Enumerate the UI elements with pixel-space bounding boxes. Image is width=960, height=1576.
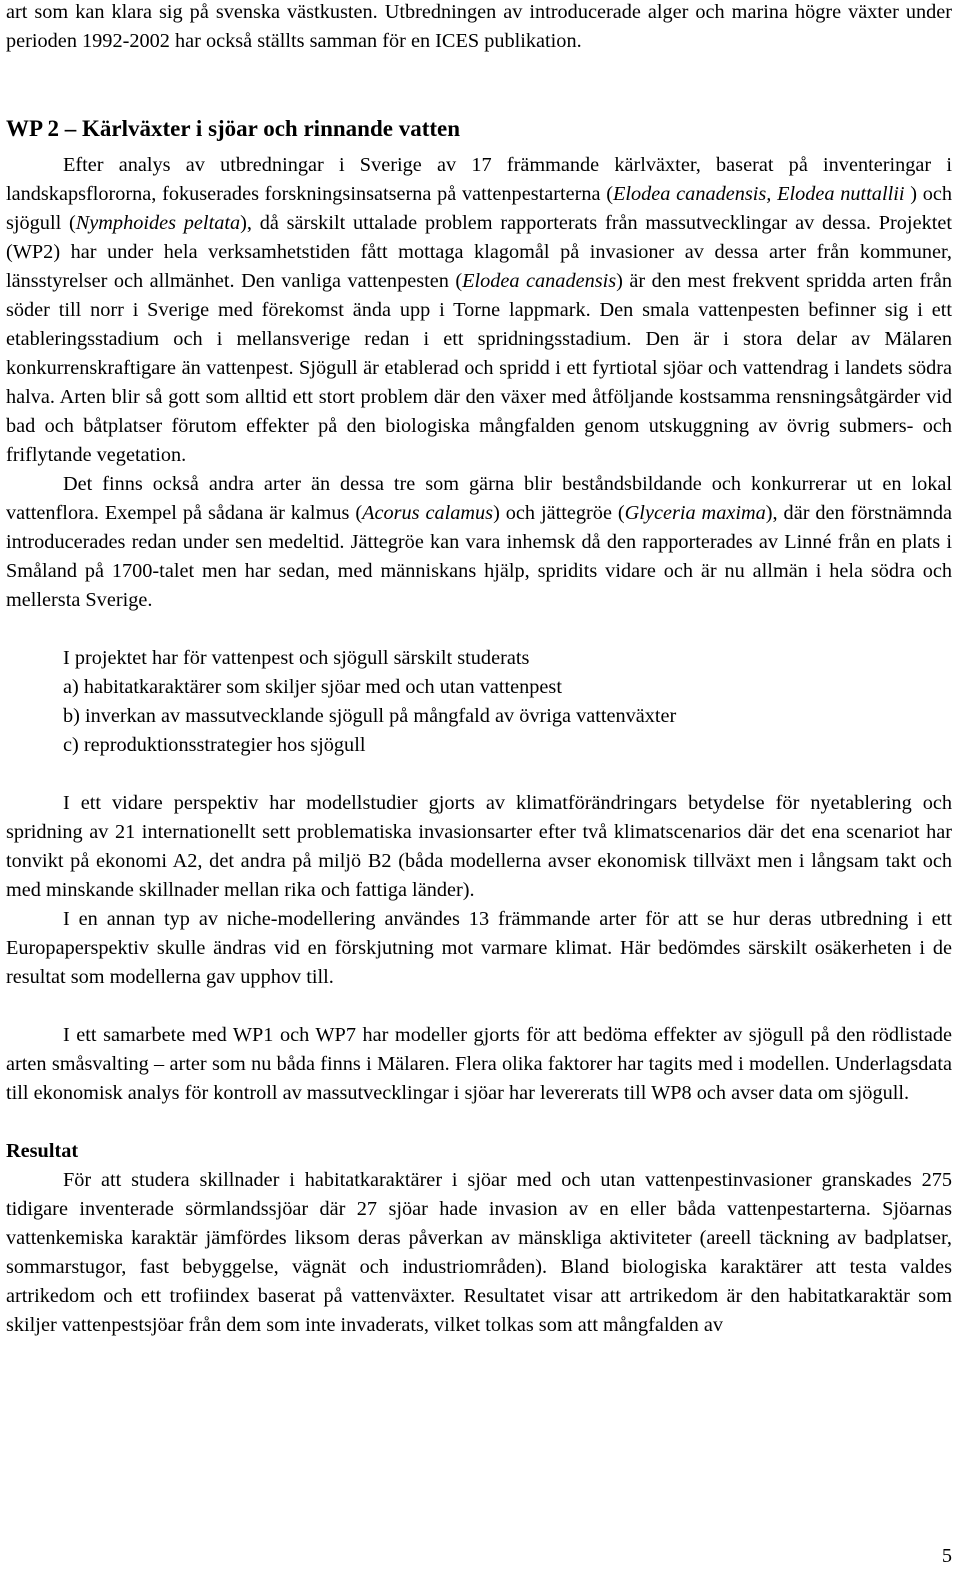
species-name: Elodea canadensis, Elodea nuttallii (613, 183, 905, 205)
paragraph-climate-models: I ett vidare perspektiv har modellstudier gjorts av klimatförändringars betydelse för nyetablering och spridning av 21 internationellt sett problematiska invasionsarter efter två klimatscenarios där det ena scenariot har tonvikt på ekonomi A2, det andra på miljö B2 (båda modellerna avser ekonomisk tillväxt men i långsam takt och med minskande skillnader mellan rika och fattiga länder). (6, 792, 952, 901)
intro-paragraph: art som kan klara sig på svenska västkusten. Utbredningen av introducerade alger och marina högre växter under perioden 1992-2002 har också ställts samman för en ICES publikation. (6, 1, 952, 52)
text-run: Det finns också andra arter än dessa tre som gärna blir beståndsbildande och konkurrerar ut en lokal vattenflora. Exempel på sådana är kalmus ( (6, 473, 952, 524)
page-number: 5 (941, 1545, 952, 1567)
text-run: ), då särskilt uttalade problem rapporterats från massutvecklingar av dessa. Projektet (WP2) har under hela verksamhetstiden fått mottaga klagomål på invasioner av dessa arter från kommuner, länsstyrelser och allmänhet. Den vanliga vattenpesten ( (6, 212, 952, 292)
text-run: ), där den förstnämnda introducerades redan under sen medeltid. Jättegröe kan vara inhemsk då den rapporterades av Linné från en plats i Småland på 1700-talet men har sedan, med människans hjälp, spridits vidare och är nu allmän i hela södra och mellersta Sverige. (6, 502, 952, 611)
paragraph-collaboration: I ett samarbete med WP1 och WP7 har modeller gjorts för att bedöma effekter av sjögull på den rödlistade arten småsvalting – arter som nu båda finns i Mälaren. Flera olika faktorer har tagits med i modellen. Underlagsdata till ekonomisk analys för kontroll av massutvecklingar i sjöar har levererats till WP8 och avser data om sjögull. (6, 1024, 952, 1104)
list-item: c) reproduktionsstrategier hos sjögull (63, 734, 366, 756)
spacer (6, 1108, 952, 1137)
study-list (6, 644, 952, 760)
section-heading: WP 2 – Kärlväxter i sjöar och rinnande vatten (6, 116, 461, 141)
study-list-intro: I projektet har för vattenpest och sjögull särskilt studerats (63, 647, 530, 669)
spacer (6, 615, 952, 644)
spacer (6, 760, 952, 789)
list-item: b) inverkan av massutvecklande sjögull på mångfald av övriga vattenväxter (63, 705, 677, 727)
text-run: ) och sjögull ( (6, 183, 952, 234)
species-name: Nymphoides peltata (75, 212, 241, 234)
paragraph-results: För att studera skillnader i habitatkaraktärer i sjöar med och utan vattenpestinvasioner granskades 275 tidigare inventerade sörmlandssjöar där 27 sjöar hade invasion av en eller båda vattenpestarterna. Sjöarnas vattenkemiska karaktär jämfördes liksom deras påverkan av mänskliga aktiviteter (areell täckning av badplatser, sommarstugor, fast bebyggelse, vägnät och industriområden). Bland biologiska karaktärer att testa valdes artrikedom och ett trofiindex baserat på vattenväxter. Resultatet visar att artrikedom är den habitatkaraktär som skiljer vattenpestsjöar från dem som inte invaderats, vilket tolkas som att mångfalden av (6, 1169, 952, 1336)
species-name: Acorus calamus (362, 502, 494, 524)
text-run: ) är den mest frekvent spridda arten från söder till norr i Sverige med förekomst ända upp i Torne lappmark. Den smala vattenpesten befinner sig i ett etableringsstadium och i mellansverige redan i ett spridningsstadium. Den är i stora delar av Mälaren konkurrenskraftigare än vattenpest. Sjögull är etablerad och spridd i ett fyrtiotal sjöar och vattendrag i landets södra halva. Arten blir så gott som alltid ett stort problem där den växer med åtföljande kostsamma rensningsåtgärder vid bad och båtplatser förutom effekter på den biologiska mångfalden genom utskuggning av övrig submers- och friflytande vegetation. (6, 270, 952, 466)
text-run: ) och jättegröe ( (493, 502, 625, 524)
document-page (6, 0, 952, 1340)
text-run: Efter analys av utbredningar i Sverige av 17 främmande kärlväxter, baserat på inventeringar i landskapsflororna, fokuserades forskningsinsatserna på vattenpestarterna ( (6, 154, 952, 205)
list-item: a) habitatkaraktärer som skiljer sjöar med och utan vattenpest (63, 676, 562, 698)
paragraph-niche-modelling: I en annan typ av niche-modellering användes 13 främmande arter för att se hur deras utbredning i ett Europaperspektiv skulle ändras vid en förskjutning mot varmare klimat. Här bedömdes särskilt osäkerheten i de resultat som modellerna gav upphov till. (6, 908, 952, 988)
paragraph-other-species (6, 470, 952, 615)
results-heading: Resultat (6, 1140, 79, 1162)
species-name: Glyceria maxima (624, 502, 766, 524)
species-name: Elodea canadensis (462, 270, 617, 292)
spacer (6, 992, 952, 1021)
paragraph-elodea (6, 151, 952, 470)
